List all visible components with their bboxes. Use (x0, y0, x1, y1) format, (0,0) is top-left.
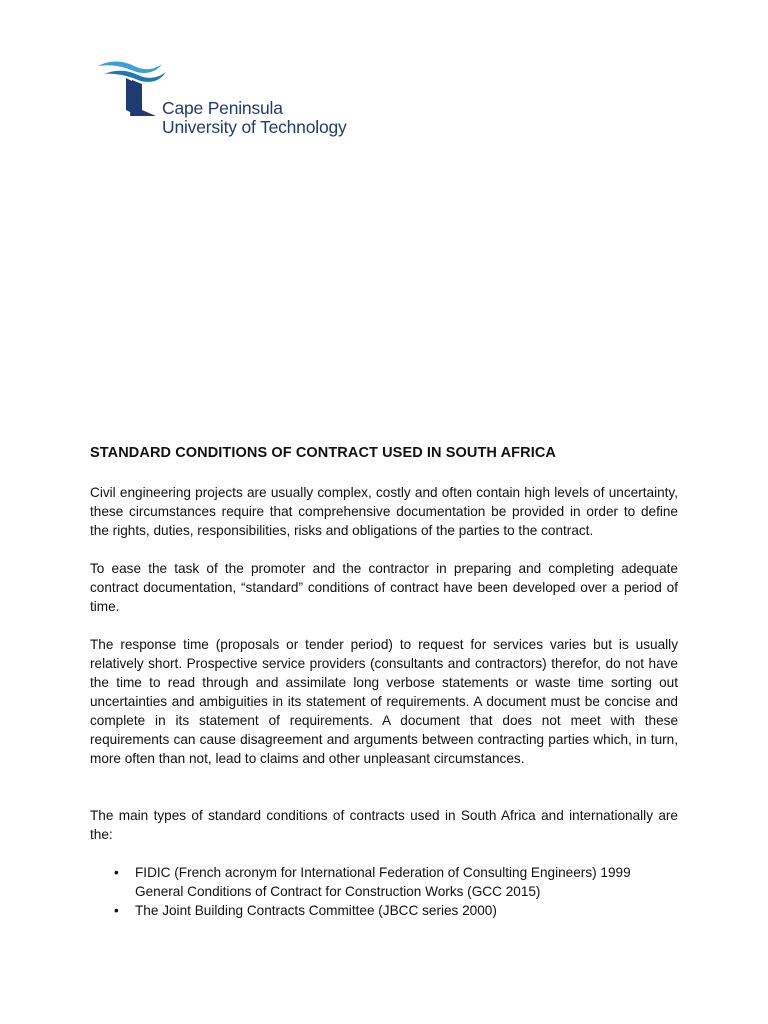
university-logo (96, 58, 356, 142)
list-item-text: FIDIC (French acronym for International Federation of Consulting Engineers) 1999 General Conditions of Contract for Construction Works (GCC 2015) (135, 865, 631, 899)
bullet-icon: • (114, 903, 119, 918)
logo-text-line2: University of Technology (162, 117, 347, 137)
bullet-icon: • (114, 865, 119, 880)
paragraph: The response time (proposals or tender period) to request for services varies but is usually relatively short. Prospective service providers (consultants and contractors) therefor, do not have the time to read through and assimilate long verbose statements or waste time sorting out uncertainties and ambiguities in its statement of requirements. A document must be concise and complete in its statement of requirements. A document that does not meet with these requirements can cause disagreement and arguments between contracting parties which, in turn, more often than not, lead to claims and other unpleasant circumstances. (90, 637, 678, 766)
document-body (90, 444, 678, 920)
paragraph: Civil engineering projects are usually complex, costly and often contain high levels of uncertainty, these circumstances require that comprehensive documentation be provided in order to define the rights, duties, responsibilities, risks and obligations of the parties to the contract. (90, 485, 678, 538)
wave-emblem-icon (96, 58, 168, 118)
bullet-list (90, 863, 678, 920)
document-title: STANDARD CONDITIONS OF CONTRACT USED IN SOUTH AFRICA (90, 445, 556, 461)
list-item-text: The Joint Building Contracts Committee (JBCC series 2000) (135, 903, 497, 918)
list-item (90, 863, 678, 901)
list-item (90, 901, 678, 920)
logo-text-line1: Cape Peninsula (162, 98, 283, 118)
paragraph: To ease the task of the promoter and the contractor in preparing and completing adequate contract documentation, “standard” conditions of contract have been developed over a period of time. (90, 561, 678, 614)
paragraph: The main types of standard conditions of contracts used in South Africa and internationally are the: (90, 808, 678, 842)
